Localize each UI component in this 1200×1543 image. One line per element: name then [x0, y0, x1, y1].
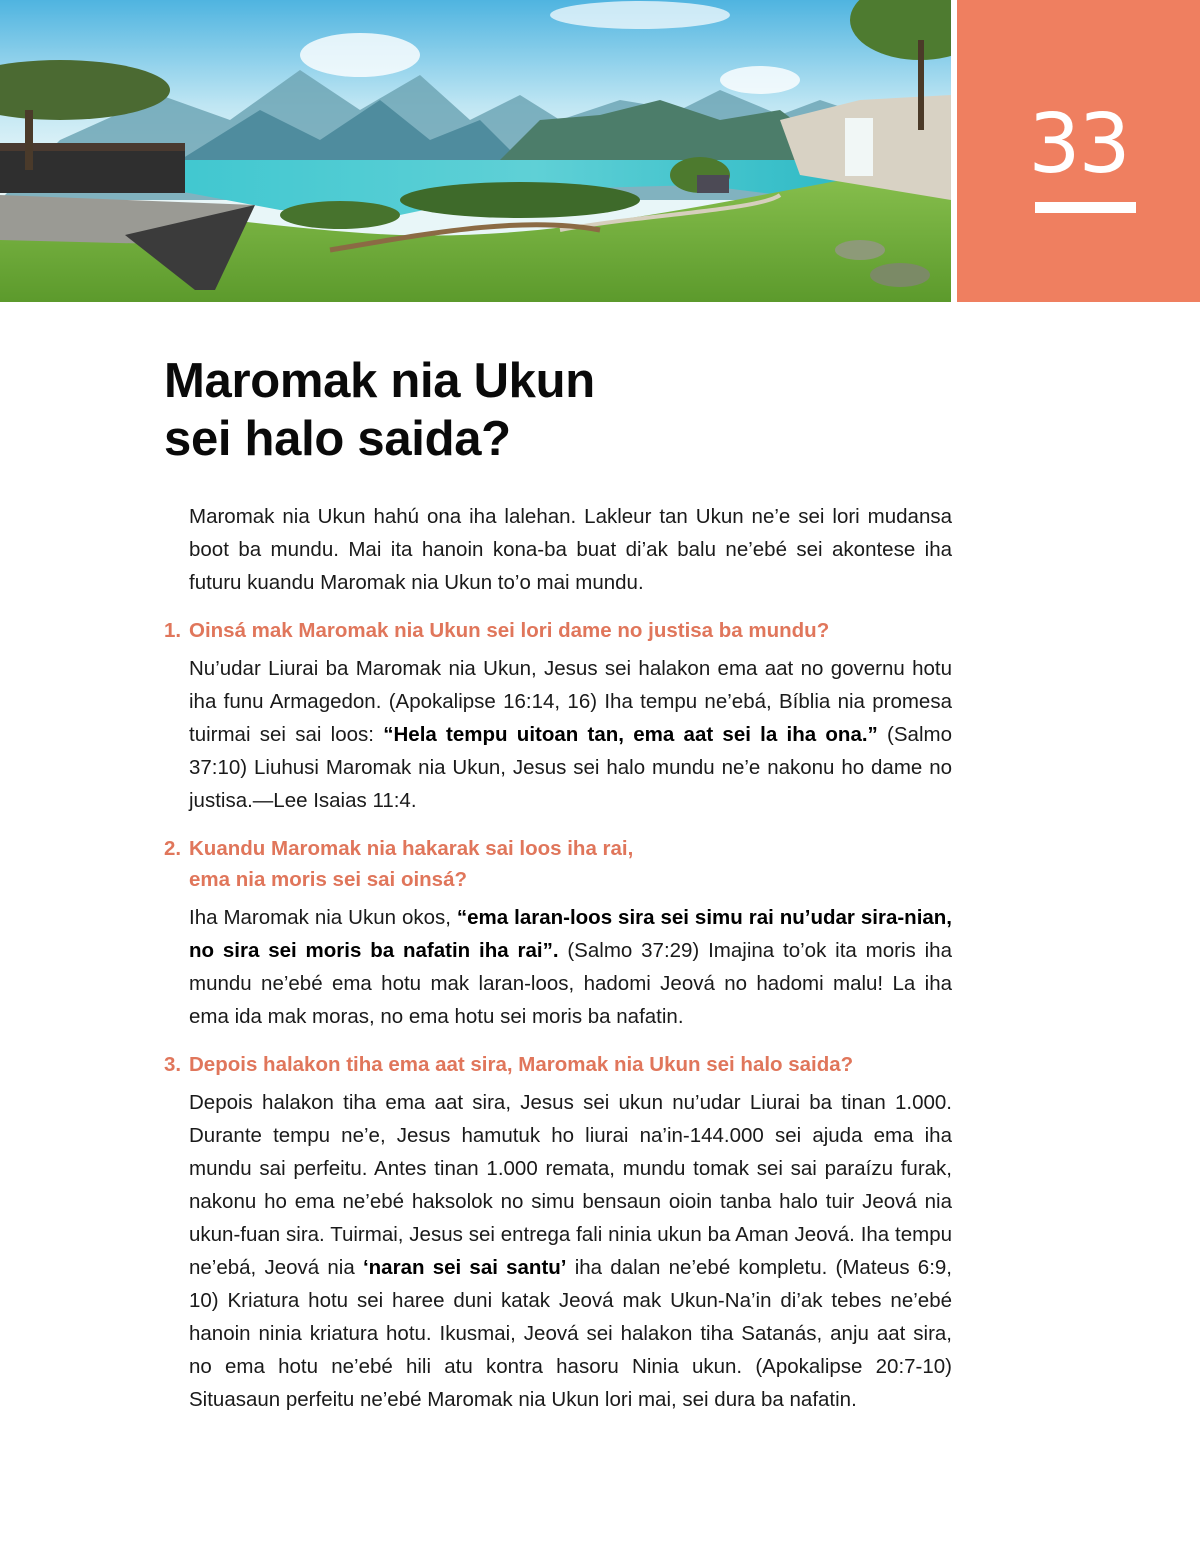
question-line: Depois halakon tiha ema aat sira, Maromak nia Ukun sei halo saida?: [189, 1053, 854, 1076]
answer-text: (Salmo 37:29) Imajina to’ok ita moris iha mundu ne’ebé ema hotu mak laran-loos, hadomi Jeová no hadomi malu! La iha ema ida mak moras, no ema hotu sei moris ba nafatin.: [189, 939, 952, 1028]
answer-paragraph-2: [189, 901, 952, 1033]
scripture-quote: “Hela tempu uitoan tan, ema aat sei la iha ona.”: [383, 723, 878, 746]
answer-text: (Salmo 37:10) Liuhusi Maromak nia Ukun, Jesus sei halo mundu ne’e nakonu ho dame no justisa.—Lee Isaias 11:4.: [189, 723, 952, 812]
question-number: 1.: [164, 619, 182, 642]
question-text: [189, 615, 829, 646]
question-text: [189, 1049, 853, 1080]
page-title-line-2: sei halo saida?: [164, 412, 511, 466]
landscape-illustration: [0, 0, 951, 302]
intro-paragraph: Maromak nia Ukun hahú ona iha lalehan. Lakleur tan Ukun ne’e sei lori mudansa boot ba mundu. Mai ita hanoin kona-ba buat di’ak balu ne’ebé sei akontese iha futuru kuandu Maromak nia Ukun to’o mai mundu.: [189, 505, 952, 594]
question-line: Kuandu Maromak nia hakarak sai loos iha rai,: [189, 837, 634, 860]
question-line: ema nia moris sei sai oinsá?: [189, 868, 468, 891]
answer-text: Iha Maromak nia Ukun okos,: [189, 906, 457, 929]
chapter-badge: [957, 0, 1200, 302]
question-1: [164, 615, 952, 646]
chapter-underline: [1035, 202, 1136, 213]
page-title: [164, 352, 595, 468]
scripture-quote: “ema laran-loos sira sei simu rai nu’udar sira-nian, no sira sei moris ba nafatin iha rai”.: [189, 906, 953, 962]
answer-paragraph-1: [189, 652, 952, 817]
question-number: 3.: [164, 1053, 182, 1076]
answer-paragraph-3: [189, 1086, 952, 1416]
hero-image: [0, 0, 951, 302]
answer-text: Nu’udar Liurai ba Maromak nia Ukun, Jesus sei halakon ema aat no governu hotu iha funu Armagedon. (Apokalipse 16:14, 16) Iha tempu ne’ebá, Bíblia nia promesa tuirmai sei sai loos:: [189, 657, 952, 746]
article-body: [164, 500, 952, 1416]
chapter-number: 33: [1028, 97, 1129, 192]
scripture-quote: ‘naran sei sai santu’: [362, 1256, 567, 1279]
question-number: 2.: [164, 837, 182, 860]
question-line: Oinsá mak Maromak nia Ukun sei lori dame no justisa ba mundu?: [189, 619, 830, 642]
question-text: [189, 833, 633, 895]
answer-text: iha dalan ne’ebé kompletu. (Mateus 6:9, 10) Kriatura hotu sei haree duni katak Jeová mak Ukun-Na’in di’ak tebes ne’ebé hanoin ninia kriatura hotu. Ikusmai, Jeová sei halakon tiha Satanás, anju aat sira, no ema hotu ne’ebé hili atu kontra hasoru Ninia ukun. (Apokalipse 20:7-10) Situasaun perfeitu ne’ebé Maromak nia Ukun lori mai, sei dura ba nafatin.: [189, 1256, 952, 1411]
page-title-line-1: Maromak nia Ukun: [164, 354, 595, 408]
answer-text: Depois halakon tiha ema aat sira, Jesus sei ukun nu’udar Liurai ba tinan 1.000. Durante tempu ne’e, Jesus hamutuk ho liurai na’in-144.000 sei ajuda ema iha mundu sai perfeitu. Antes tinan 1.000 remata, mundu tomak sei sai paraízu furak, nakonu ho ema ne’ebé haksolok no simu bensaun oioin tanba halo tuir Jeová nia ukun-fuan sira. Tuirmai, Jesus sei entrega fali ninia ukun ba Aman Jeová. Iha tempu ne’ebá, Jeová nia: [189, 1091, 952, 1279]
question-3: [164, 1049, 952, 1080]
question-2: [164, 833, 952, 895]
